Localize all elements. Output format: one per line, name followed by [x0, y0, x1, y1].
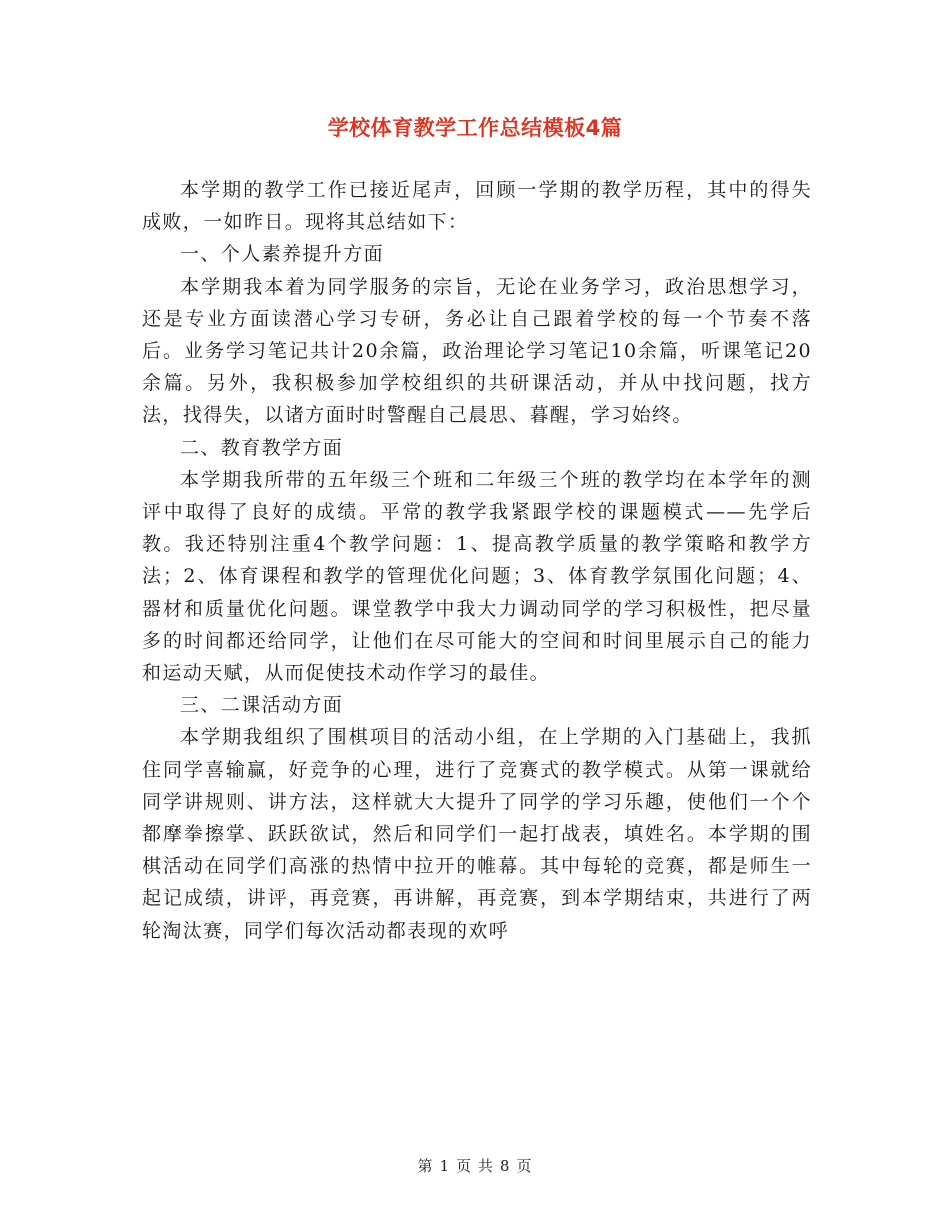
section-heading-3: 三、二课活动方面 — [180, 694, 344, 717]
page-footer — [0, 1155, 950, 1176]
paragraph-section-1: 本学期我本着为同学服务的宗旨，无论在业务学习，政治思想学习，还是专业方面读潜心学习专研，务必让自己跟着学校的每一个节奏不落后。业务学习笔记共计20余篇，政治理论学习笔记10余篇，听课笔记20余篇。另外，我积极参加学校组织的共研课活动，并从中找问题，找方法，找得失，以诸方面时时警醒自己晨思、暮醒，学习始终。 — [142, 275, 812, 427]
paragraph-section-3: 本学期我组织了围棋项目的活动小组，在上学期的入门基础上，我抓住同学喜输赢，好竞争的心理，进行了竞赛式的教学模式。从第一课就给同学讲规则、讲方法，这样就大大提升了同学的学习乐趣，使他们一个个都摩拳擦掌、跃跃欲试，然后和同学们一起打战表，填姓名。本学期的围棋活动在同学们高涨的热情中拉开的帷幕。其中每轮的竞赛，都是师生一起记成绩，讲评，再竞赛，再讲解，再竞赛，到本学期结束，共进行了两轮淘汰赛，同学们每次活动都表现的欢呼 — [142, 726, 812, 942]
document-body — [142, 174, 812, 947]
footer-prefix: 第 — [417, 1157, 434, 1175]
paragraph-intro: 本学期的教学工作已接近尾声，回顾一学期的教学历程，其中的得失成败，一如昨日。现将其总结如下： — [142, 179, 812, 234]
footer-suffix: 页 — [516, 1157, 533, 1175]
section-heading-1: 一、个人素养提升方面 — [180, 243, 385, 266]
footer-page-number: 1 — [439, 1157, 451, 1175]
document-title: 学校体育教学工作总结模板4篇 — [327, 116, 623, 140]
footer-mid: 页 共 — [456, 1157, 494, 1175]
footer-page-total: 8 — [499, 1157, 511, 1175]
section-heading-2: 二、教育教学方面 — [180, 436, 344, 459]
paragraph-section-2: 本学期我所带的五年级三个班和二年级三个班的教学均在本学年的测评中取得了良好的成绩。平常的教学我紧跟学校的课题模式——先学后教。我还特别注重4个教学问题：1、提高教学质量的教学策略和教学方法；2、体育课程和教学的管理优化问题；3、体育教学氛围化问题；4、器材和质量优化问题。课堂教学中我大力调动同学的学习积极性，把尽量多的时间都还给同学，让他们在尽可能大的空间和时间里展示自己的能力和运动天赋，从而促使技术动作学习的最佳。 — [142, 468, 812, 685]
